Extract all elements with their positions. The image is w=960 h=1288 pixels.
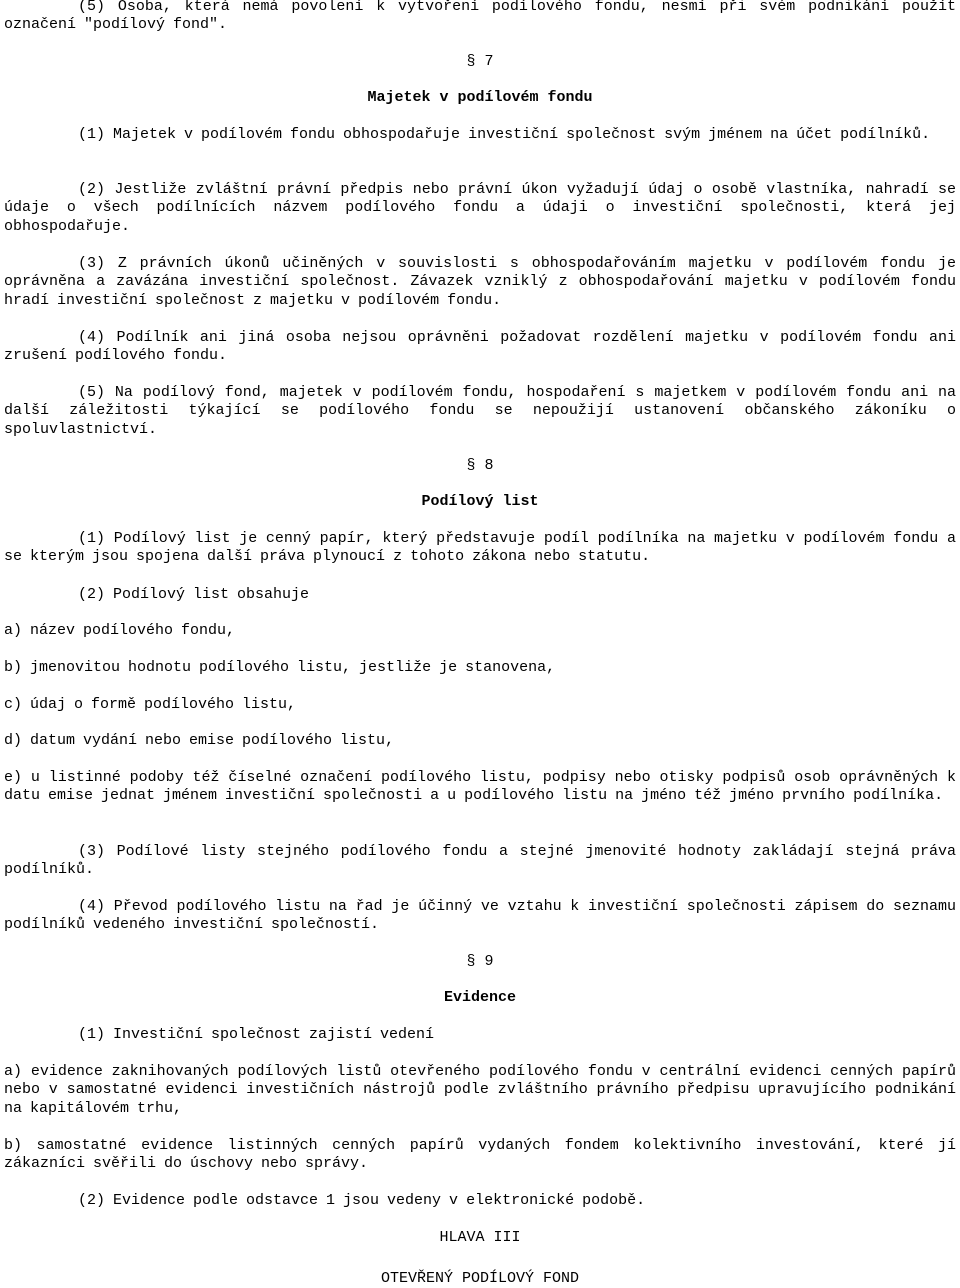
paragraph-7-5-block — [4, 384, 956, 439]
paragraph-8-4-block — [4, 898, 956, 935]
paragraph-8-3: (3) Podílové listy stejného podílového fondu a stejné jmenovité hodnoty zakládají stejná práva podílníků. — [4, 843, 956, 879]
paragraph-8-3-block — [4, 843, 956, 880]
section-7-title: Majetek v podílovém fondu — [367, 89, 593, 106]
paragraph-8-4: (4) Převod podílového listu na řad je účinný ve vztahu k investiční společnosti zápisem do seznamu podílníků vedeného investiční společností. — [4, 898, 956, 934]
section-8-number: § 8 — [466, 457, 494, 474]
chapter-title: OTEVŘENÝ PODÍLOVÝ FOND — [380, 1270, 580, 1287]
item-8-d-block — [4, 732, 956, 750]
paragraph-8-2-block — [4, 586, 956, 604]
item-8-e-block — [4, 769, 956, 806]
paragraph-9-2-block — [4, 1192, 956, 1210]
paragraph-7-4-block — [4, 329, 956, 366]
paragraph-7-3: (3) Z právních úkonů učiněných v souvislosti s obhospodařováním majetku v podílovém fondu je oprávněna a zavázána investiční společnost. Závazek vzniklý z obhospodařování majetku v podílovém fondu hradí investiční společnost z majetku v podílovém fondu. — [4, 255, 956, 309]
paragraph-8-1: (1) Podílový list je cenný papír, který představuje podíl podílníka na majetku v podílovém fondu a se kterým jsou spojena další práva plynoucí z tohoto zákona nebo statutu. — [4, 530, 956, 566]
paragraph-7-1: (1) Majetek v podílovém fondu obhospodařuje investiční společnost svým jménem na účet podílníků. — [78, 126, 931, 143]
section-7-number: § 7 — [466, 53, 494, 70]
paragraph-9-1-block — [4, 1026, 956, 1044]
list-item-8-e: e) u listinné podoby též číselné označení podílového listu, podpisy nebo otisky podpisů osob oprávněných k datu emise jednat jménem investiční společnosti a u podílového listu na jméno též jméno prvního podílníka. — [4, 769, 956, 805]
paragraph-6-5: (5) Osoba, která nemá povolení k vytvoření podílového fondu, nesmí při svém podnikání použít označení "podílový fond". — [4, 0, 956, 34]
item-8-b-block — [4, 659, 956, 677]
paragraph-8-1-block — [4, 530, 956, 567]
paragraph-9-1: (1) Investiční společnost zajistí vedení — [78, 1026, 435, 1043]
paragraph-7-1-block — [4, 126, 956, 144]
item-9-a-block — [4, 1063, 956, 1118]
item-8-a-block — [4, 622, 956, 640]
item-9-b-block — [4, 1137, 956, 1174]
paragraph-7-3-block — [4, 255, 956, 310]
list-item-8-a: a) název podílového fondu, — [4, 622, 236, 639]
paragraph-9-2: (2) Evidence podle odstavce 1 jsou vedeny v elektronické podobě. — [78, 1192, 646, 1209]
list-item-8-d: d) datum vydání nebo emise podílového listu, — [4, 732, 395, 749]
paragraph-7-2-block — [4, 181, 956, 236]
paragraph-7-5: (5) Na podílový fond, majetek v podílovém fondu, hospodaření s majetkem v podílovém fondu ani na další záležitosti týkající se podílového fondu se nepoužijí ustanovení občanského zákoníku o spoluvlastnictví. — [4, 384, 956, 438]
list-item-8-b: b) jmenovitou hodnotu podílového listu, jestliže je stanovena, — [4, 659, 556, 676]
list-item-9-a: a) evidence zaknihovaných podílových listů otevřeného podílového fondu v centrální evidenci cenných papírů nebo v samostatné evidenci investičních nástrojů podle zvláštního právního předpisu upravujícího podnikání na kapitálovém trhu, — [4, 1063, 956, 1117]
section-9-number: § 9 — [466, 953, 494, 970]
list-item-8-c: c) údaj o formě podílového listu, — [4, 696, 297, 713]
chapter-label: HLAVA III — [439, 1229, 521, 1246]
paragraph-7-4: (4) Podílník ani jiná osoba nejsou oprávněni požadovat rozdělení majetku v podílovém fondu ani zrušení podílového fondu. — [4, 329, 956, 365]
item-8-c-block — [4, 696, 956, 714]
section-8-title: Podílový list — [421, 493, 539, 510]
paragraph-6-5-block — [4, 0, 956, 35]
list-item-9-b: b) samostatné evidence listinných cenných papírů vydaných fondem kolektivního investování, které jí zákazníci svěřili do úschovy nebo správy. — [4, 1137, 956, 1173]
section-9-title: Evidence — [443, 989, 516, 1006]
paragraph-7-2: (2) Jestliže zvláštní právní předpis nebo právní úkon vyžadují údaj o osobě vlastníka, nahradí se údaje o všech podílnících názvem podílového fondu a údaji o investiční společnosti, která jej obhospodařuje. — [4, 181, 956, 235]
paragraph-8-2: (2) Podílový list obsahuje — [78, 586, 310, 603]
